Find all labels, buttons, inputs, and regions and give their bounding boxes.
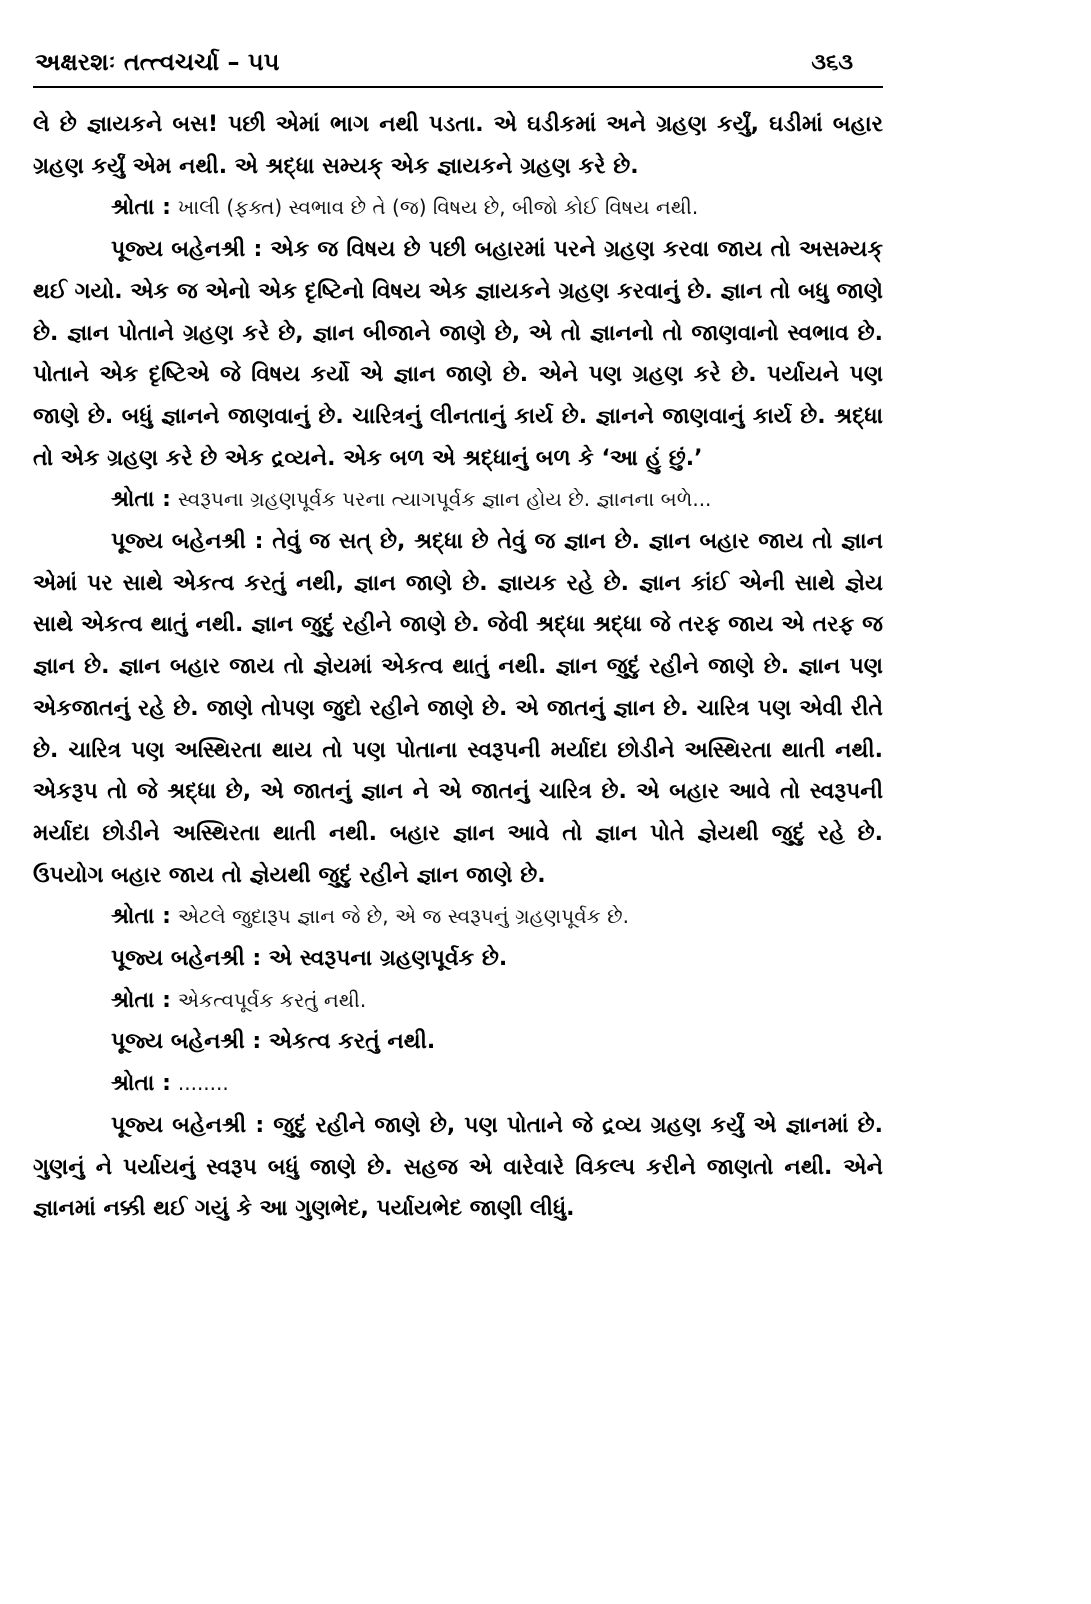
speaker-text: જુદું રહીને જાણે છે, પણ પોતાને જે દ્રવ્ય ગ્રહણ કર્યું એ જ્ઞાનમાં છે. ગુણનું ને પર્યાયનું સ્વરૂપ બધું જાણે છે. સહજ એ વારેવારે વિકલ્પ કરીને જાણતો નથી. એને જ્ઞાનમાં નક્કી થઈ ગયું કે આ ગુણભેદ, પર્યાયભેદ જાણી લીધું. [33,1112,883,1222]
listener-text: એટલે જુદારૂપ જ્ઞાન જે છે, એ જ સ્વરૂપનું ગ્રહણપૂર્વક છે. [177,904,629,929]
page-number: ૩૬૩ [811,50,853,75]
speaker-paragraph [33,229,883,479]
running-title: અક્ષરશઃ તત્ત્વચર્ચા – ૫૫ [35,48,280,76]
paragraph-continuation [33,104,883,187]
listener-label: શ્રોતા : [111,487,171,513]
speaker-paragraph [33,1021,883,1063]
listener-label: શ્રોતા : [111,195,171,221]
speaker-text: એ સ્વરૂપના ગ્રહણપૂર્વક છે. [268,946,508,972]
speaker-paragraph [33,521,883,896]
listener-text: ........ [177,1071,229,1096]
listener-text: સ્વરૂપના ગ્રહણપૂર્વક પરના ત્યાગપૂર્વક જ્ઞાન હોય છે. જ્ઞાનના બળે... [177,487,712,512]
speaker-text: તેવું જ સત્ છે, શ્રદ્ધા છે તેવું જ જ્ઞાન છે. જ્ઞાન બહાર જાય તો જ્ઞાન એમાં પર સાથે એકત્વ કરતું નથી, જ્ઞાન જાણે છે. જ્ઞાયક રહે છે. જ્ઞાન કાંઈ એની સાથે જ્ઞેય સાથે એકત્વ થાતું નથી. જ્ઞાન જુદું રહીને જાણે છે. જેવી શ્રદ્ધા શ્રદ્ધા જે તરફ જાય એ તરફ જ જ્ઞાન છે. જ્ઞાન બહાર જાય તો જ્ઞેયમાં એકત્વ થાતું નથી. જ્ઞાન જુદું રહીને જાણે છે. જ્ઞાન પણ એકજાતનું રહે છે. જાણે તોપણ જુદો રહીને જાણે છે. એ જાતનું જ્ઞાન છે. ચારિત્ર પણ એવી રીતે છે. ચારિત્ર પણ અસ્થિરતા થાય તો પણ પોતાના સ્વરૂપની મર્યાદા છોડીને અસ્થિરતા થાતી નથી. એકરૂપ તો જે શ્રદ્ધા છે, એ જાતનું જ્ઞાન ને એ જાતનું ચારિત્ર છે. એ બહાર આવે તો સ્વરૂપની મર્યાદા છોડીને અસ્થિરતા થાતી નથી. બહાર જ્ઞાન આવે તો જ્ઞાન પોતે જ્ઞેયથી જુદું રહે છે. ઉપયોગ બહાર જાય તો જ્ઞેયથી જુદું રહીને જ્ઞાન જાણે છે. [33,529,883,888]
listener-paragraph [33,1063,883,1105]
listener-text: ખાલી (ફક્ત) સ્વભાવ છે તે (જ) વિષય છે, બીજો કોઈ વિષય નથી. [177,195,699,220]
listener-label: શ્રોતા : [111,904,171,930]
listener-text: એકત્વપૂર્વક કરતું નથી. [177,987,367,1012]
listener-paragraph [33,980,883,1022]
listener-paragraph [33,187,883,229]
listener-paragraph [33,896,883,938]
paragraph-text: લે છે જ્ઞાયકને બસ! પછી એમાં ભાગ નથી પડતા. એ ઘડીકમાં અને ગ્રહણ કર્યું, ઘડીમાં બહાર ગ્રહણ કર્યું એમ નથી. એ શ્રદ્ધા સમ્યક્ એક જ્ઞાયકને ગ્રહણ કરે છે. [33,112,883,179]
speaker-label: પૂજ્ય બહેનશ્રી : [111,237,263,263]
speaker-text: એકત્વ કરતું નથી. [268,1029,436,1055]
speaker-label: પૂજ્ય બહેનશ્રી : [111,529,264,555]
speaker-paragraph [33,938,883,980]
speaker-label: પૂજ્ય બહેનશ્રી : [111,946,262,972]
page-header [33,44,883,88]
listener-label: શ્રોતા : [111,987,171,1013]
speaker-label: પૂજ્ય બહેનશ્રી : [111,1112,265,1138]
speaker-text: એક જ વિષય છે પછી બહારમાં પરને ગ્રહણ કરવા જાય તો અસમ્યક્ થઈ ગયો. એક જ એનો એક દૃષ્ટિનો વિષય એક જ્ઞાયકને ગ્રહણ કરવાનું છે. જ્ઞાન તો બધુ જાણે છે. જ્ઞાન પોતાને ગ્રહણ કરે છે, જ્ઞાન બીજાને જાણે છે, એ તો જ્ઞાનનો તો જાણવાનો સ્વભાવ છે. પોતાને એક દૃષ્ટિએ જે વિષય કર્યો એ જ્ઞાન જાણે છે. એને પણ ગ્રહણ કરે છે. પર્યાયને પણ જાણે છે. બધું જ્ઞાનને જાણવાનું છે. ચારિત્રનું લીનતાનું કાર્ય છે. જ્ઞાનને જાણવાનું કાર્ય છે. શ્રદ્ધા તો એક ગ્રહણ કરે છે એક દ્રવ્યને. એક બળ એ શ્રદ્ધાનું બળ કે ‘આ હું છું.’ [33,237,883,471]
page-body [33,104,883,1230]
speaker-label: પૂજ્ય બહેનશ્રી : [111,1029,262,1055]
listener-paragraph [33,479,883,521]
speaker-paragraph [33,1105,883,1230]
listener-label: શ્રોતા : [111,1071,171,1097]
